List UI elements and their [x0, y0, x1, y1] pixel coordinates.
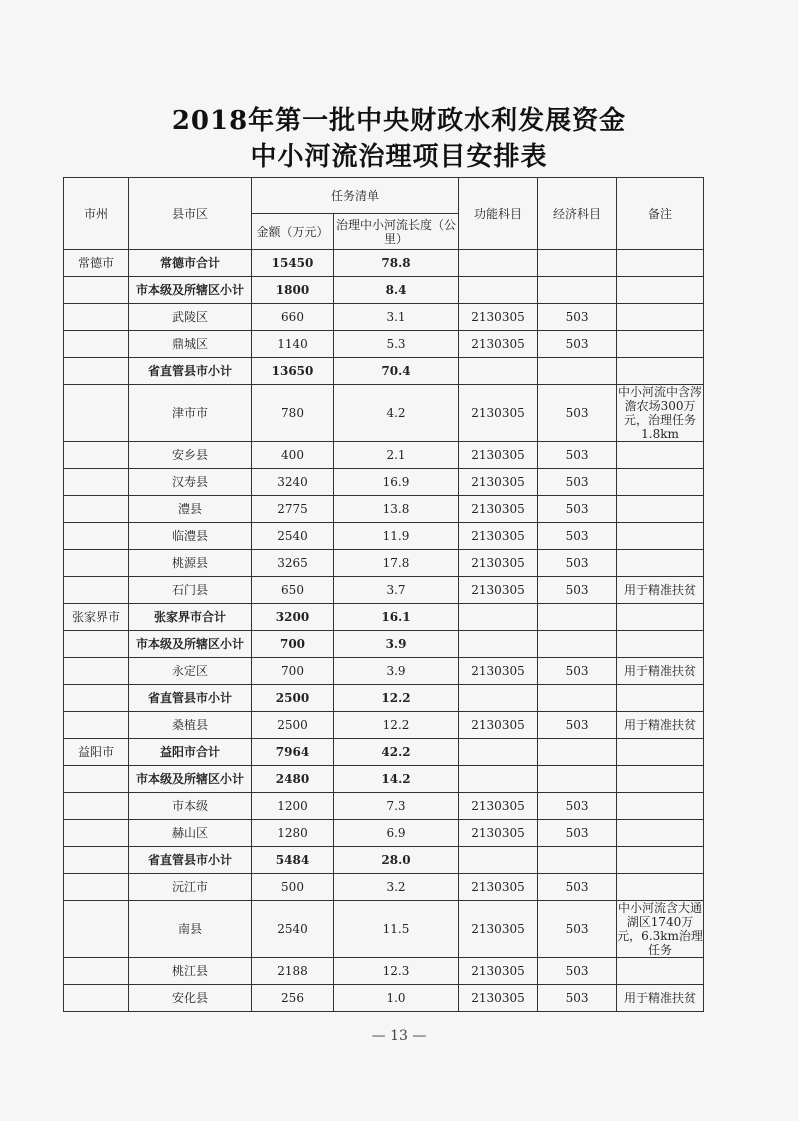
city-cell	[64, 385, 129, 442]
county-cell: 澧县	[129, 496, 252, 523]
table-row	[64, 604, 704, 631]
city-cell	[64, 277, 129, 304]
amount-cell: 2480	[252, 766, 334, 793]
length-cell: 5.3	[334, 331, 459, 358]
length-cell: 12.2	[334, 712, 459, 739]
length-cell: 70.4	[334, 358, 459, 385]
table-row	[64, 847, 704, 874]
function-subject-cell	[459, 739, 538, 766]
header-remarks: 备注	[617, 178, 704, 250]
economic-subject-cell: 503	[538, 550, 617, 577]
table-row	[64, 901, 704, 958]
table-row	[64, 469, 704, 496]
county-cell: 永定区	[129, 658, 252, 685]
city-cell	[64, 577, 129, 604]
economic-subject-cell: 503	[538, 523, 617, 550]
function-subject-cell: 2130305	[459, 496, 538, 523]
economic-subject-cell	[538, 358, 617, 385]
function-subject-cell: 2130305	[459, 985, 538, 1012]
length-cell: 3.1	[334, 304, 459, 331]
table-row	[64, 793, 704, 820]
remark-cell	[617, 277, 704, 304]
page-number: — 13 —	[371, 1028, 427, 1044]
length-cell: 13.8	[334, 496, 459, 523]
function-subject-cell: 2130305	[459, 793, 538, 820]
length-cell: 14.2	[334, 766, 459, 793]
county-cell: 石门县	[129, 577, 252, 604]
function-subject-cell: 2130305	[459, 442, 538, 469]
table-row	[64, 523, 704, 550]
economic-subject-cell	[538, 847, 617, 874]
amount-cell: 1800	[252, 277, 334, 304]
amount-cell: 700	[252, 658, 334, 685]
remark-cell	[617, 766, 704, 793]
document-subtitle: 中小河流治理项目安排表	[250, 142, 548, 172]
length-cell: 17.8	[334, 550, 459, 577]
table-row	[64, 820, 704, 847]
remark-cell: 用于精准扶贫	[617, 577, 704, 604]
length-cell: 78.8	[334, 250, 459, 277]
city-cell: 益阳市	[64, 739, 129, 766]
length-cell: 2.1	[334, 442, 459, 469]
county-cell: 赫山区	[129, 820, 252, 847]
amount-cell: 256	[252, 985, 334, 1012]
county-cell: 桃源县	[129, 550, 252, 577]
economic-subject-cell: 503	[538, 442, 617, 469]
city-cell	[64, 442, 129, 469]
remark-cell	[617, 874, 704, 901]
table-row	[64, 766, 704, 793]
function-subject-cell: 2130305	[459, 820, 538, 847]
economic-subject-cell: 503	[538, 985, 617, 1012]
allocation-table	[63, 177, 704, 1012]
city-cell	[64, 985, 129, 1012]
economic-subject-cell: 503	[538, 712, 617, 739]
remark-cell: 用于精准扶贫	[617, 985, 704, 1012]
function-subject-cell: 2130305	[459, 874, 538, 901]
county-cell: 省直管县市小计	[129, 358, 252, 385]
amount-cell: 7964	[252, 739, 334, 766]
economic-subject-cell	[538, 277, 617, 304]
amount-cell: 650	[252, 577, 334, 604]
length-cell: 3.7	[334, 577, 459, 604]
function-subject-cell	[459, 766, 538, 793]
table-row	[64, 658, 704, 685]
function-subject-cell: 2130305	[459, 658, 538, 685]
city-cell	[64, 331, 129, 358]
remark-cell	[617, 631, 704, 658]
city-cell	[64, 766, 129, 793]
economic-subject-cell	[538, 766, 617, 793]
function-subject-cell	[459, 631, 538, 658]
remark-cell	[617, 685, 704, 712]
remark-cell	[617, 793, 704, 820]
county-cell: 沅江市	[129, 874, 252, 901]
city-cell	[64, 550, 129, 577]
remark-cell	[617, 358, 704, 385]
remark-cell	[617, 469, 704, 496]
county-cell: 省直管县市小计	[129, 847, 252, 874]
table-row	[64, 496, 704, 523]
length-cell: 1.0	[334, 985, 459, 1012]
economic-subject-cell: 503	[538, 901, 617, 958]
function-subject-cell: 2130305	[459, 469, 538, 496]
economic-subject-cell	[538, 739, 617, 766]
amount-cell: 400	[252, 442, 334, 469]
function-subject-cell: 2130305	[459, 958, 538, 985]
city-cell	[64, 496, 129, 523]
city-cell	[64, 958, 129, 985]
amount-cell: 780	[252, 385, 334, 442]
county-cell: 张家界市合计	[129, 604, 252, 631]
economic-subject-cell	[538, 604, 617, 631]
function-subject-cell: 2130305	[459, 550, 538, 577]
county-cell: 安化县	[129, 985, 252, 1012]
county-cell: 鼎城区	[129, 331, 252, 358]
amount-cell: 2500	[252, 685, 334, 712]
amount-cell: 5484	[252, 847, 334, 874]
remark-cell: 中小河流中含涔澹农场300万元，治理任务1.8km	[618, 385, 703, 441]
function-subject-cell: 2130305	[459, 523, 538, 550]
economic-subject-cell: 503	[538, 577, 617, 604]
economic-subject-cell	[538, 250, 617, 277]
remark-cell	[617, 820, 704, 847]
economic-subject-cell: 503	[538, 304, 617, 331]
header-length: 治理中小河流长度（公里）	[334, 214, 459, 250]
length-cell: 4.2	[334, 385, 459, 442]
length-cell: 8.4	[334, 277, 459, 304]
remark-cell	[617, 604, 704, 631]
county-cell: 市本级及所辖区小计	[129, 277, 252, 304]
economic-subject-cell: 503	[538, 874, 617, 901]
city-cell	[64, 304, 129, 331]
county-cell: 省直管县市小计	[129, 685, 252, 712]
economic-subject-cell	[538, 631, 617, 658]
county-cell: 安乡县	[129, 442, 252, 469]
economic-subject-cell: 503	[538, 793, 617, 820]
function-subject-cell	[459, 847, 538, 874]
table-row	[64, 631, 704, 658]
remark-cell: 中小河流含大通湖区1740万元，6.3km治理任务	[617, 901, 703, 957]
remark-cell	[617, 847, 704, 874]
county-cell: 临澧县	[129, 523, 252, 550]
economic-subject-cell: 503	[538, 958, 617, 985]
header-city: 市州	[64, 178, 129, 250]
function-subject-cell	[459, 358, 538, 385]
remark-cell: 用于精准扶贫	[617, 712, 704, 739]
document-title: 2018年第一批中央财政水利发展资金	[171, 106, 627, 136]
city-cell	[64, 901, 129, 958]
city-cell	[64, 820, 129, 847]
economic-subject-cell: 503	[538, 385, 617, 442]
amount-cell: 2540	[252, 901, 334, 958]
city-cell	[64, 793, 129, 820]
table-row	[64, 442, 704, 469]
table-row	[64, 358, 704, 385]
city-cell	[64, 523, 129, 550]
county-cell: 市本级	[129, 793, 252, 820]
amount-cell: 2775	[252, 496, 334, 523]
length-cell: 16.1	[334, 604, 459, 631]
amount-cell: 2188	[252, 958, 334, 985]
remark-cell	[617, 550, 704, 577]
amount-cell: 2500	[252, 712, 334, 739]
table-row	[64, 685, 704, 712]
table-row	[64, 331, 704, 358]
county-cell: 桃江县	[129, 958, 252, 985]
function-subject-cell: 2130305	[459, 712, 538, 739]
economic-subject-cell	[538, 685, 617, 712]
function-subject-cell: 2130305	[459, 901, 538, 958]
amount-cell: 700	[252, 631, 334, 658]
county-cell: 汉寿县	[129, 469, 252, 496]
county-cell: 常德市合计	[129, 250, 252, 277]
length-cell: 7.3	[334, 793, 459, 820]
table-row	[64, 304, 704, 331]
amount-cell: 3200	[252, 604, 334, 631]
amount-cell: 660	[252, 304, 334, 331]
header-function-subject: 功能科目	[459, 178, 538, 250]
county-cell: 武陵区	[129, 304, 252, 331]
length-cell: 12.2	[334, 685, 459, 712]
table-row	[64, 958, 704, 985]
length-cell: 16.9	[334, 469, 459, 496]
remark-cell	[617, 250, 704, 277]
table-row	[64, 874, 704, 901]
city-cell	[64, 874, 129, 901]
amount-cell: 15450	[252, 250, 334, 277]
remark-cell	[617, 496, 704, 523]
city-cell: 张家界市	[64, 604, 129, 631]
remark-cell	[617, 331, 704, 358]
county-cell: 南县	[129, 901, 252, 958]
function-subject-cell: 2130305	[459, 577, 538, 604]
city-cell: 常德市	[64, 250, 129, 277]
header-amount: 金额（万元）	[252, 214, 334, 250]
table-row	[64, 739, 704, 766]
amount-cell: 1280	[252, 820, 334, 847]
amount-cell: 2540	[252, 523, 334, 550]
city-cell	[64, 631, 129, 658]
remark-cell	[617, 958, 704, 985]
county-cell: 桑植县	[129, 712, 252, 739]
economic-subject-cell: 503	[538, 469, 617, 496]
length-cell: 11.5	[334, 901, 459, 958]
length-cell: 11.9	[334, 523, 459, 550]
length-cell: 3.9	[334, 631, 459, 658]
county-cell: 益阳市合计	[129, 739, 252, 766]
function-subject-cell	[459, 604, 538, 631]
amount-cell: 500	[252, 874, 334, 901]
table-row	[64, 250, 704, 277]
length-cell: 42.2	[334, 739, 459, 766]
length-cell: 28.0	[334, 847, 459, 874]
amount-cell: 3240	[252, 469, 334, 496]
county-cell: 津市市	[129, 385, 252, 442]
remark-cell	[617, 304, 704, 331]
table-row	[64, 550, 704, 577]
city-cell	[64, 358, 129, 385]
economic-subject-cell: 503	[538, 658, 617, 685]
remark-cell	[617, 739, 704, 766]
remark-cell	[617, 442, 704, 469]
table-row	[64, 985, 704, 1012]
amount-cell: 1140	[252, 331, 334, 358]
header-economic-subject: 经济科目	[538, 178, 617, 250]
city-cell	[64, 847, 129, 874]
table-row	[64, 712, 704, 739]
city-cell	[64, 685, 129, 712]
length-cell: 12.3	[334, 958, 459, 985]
header-task-list: 任务清单	[252, 178, 459, 214]
function-subject-cell: 2130305	[459, 385, 538, 442]
remark-cell	[617, 523, 704, 550]
length-cell: 3.2	[334, 874, 459, 901]
economic-subject-cell: 503	[538, 820, 617, 847]
county-cell: 市本级及所辖区小计	[129, 766, 252, 793]
function-subject-cell: 2130305	[459, 331, 538, 358]
amount-cell: 3265	[252, 550, 334, 577]
remark-cell: 用于精准扶贫	[617, 658, 704, 685]
city-cell	[64, 712, 129, 739]
function-subject-cell: 2130305	[459, 304, 538, 331]
header-county: 县市区	[129, 178, 252, 250]
table-row	[64, 385, 704, 442]
economic-subject-cell: 503	[538, 331, 617, 358]
amount-cell: 13650	[252, 358, 334, 385]
length-cell: 3.9	[334, 658, 459, 685]
function-subject-cell	[459, 250, 538, 277]
table-row	[64, 577, 704, 604]
length-cell: 6.9	[334, 820, 459, 847]
county-cell: 市本级及所辖区小计	[129, 631, 252, 658]
city-cell	[64, 658, 129, 685]
city-cell	[64, 469, 129, 496]
table-row	[64, 277, 704, 304]
function-subject-cell	[459, 685, 538, 712]
function-subject-cell	[459, 277, 538, 304]
economic-subject-cell: 503	[538, 496, 617, 523]
amount-cell: 1200	[252, 793, 334, 820]
